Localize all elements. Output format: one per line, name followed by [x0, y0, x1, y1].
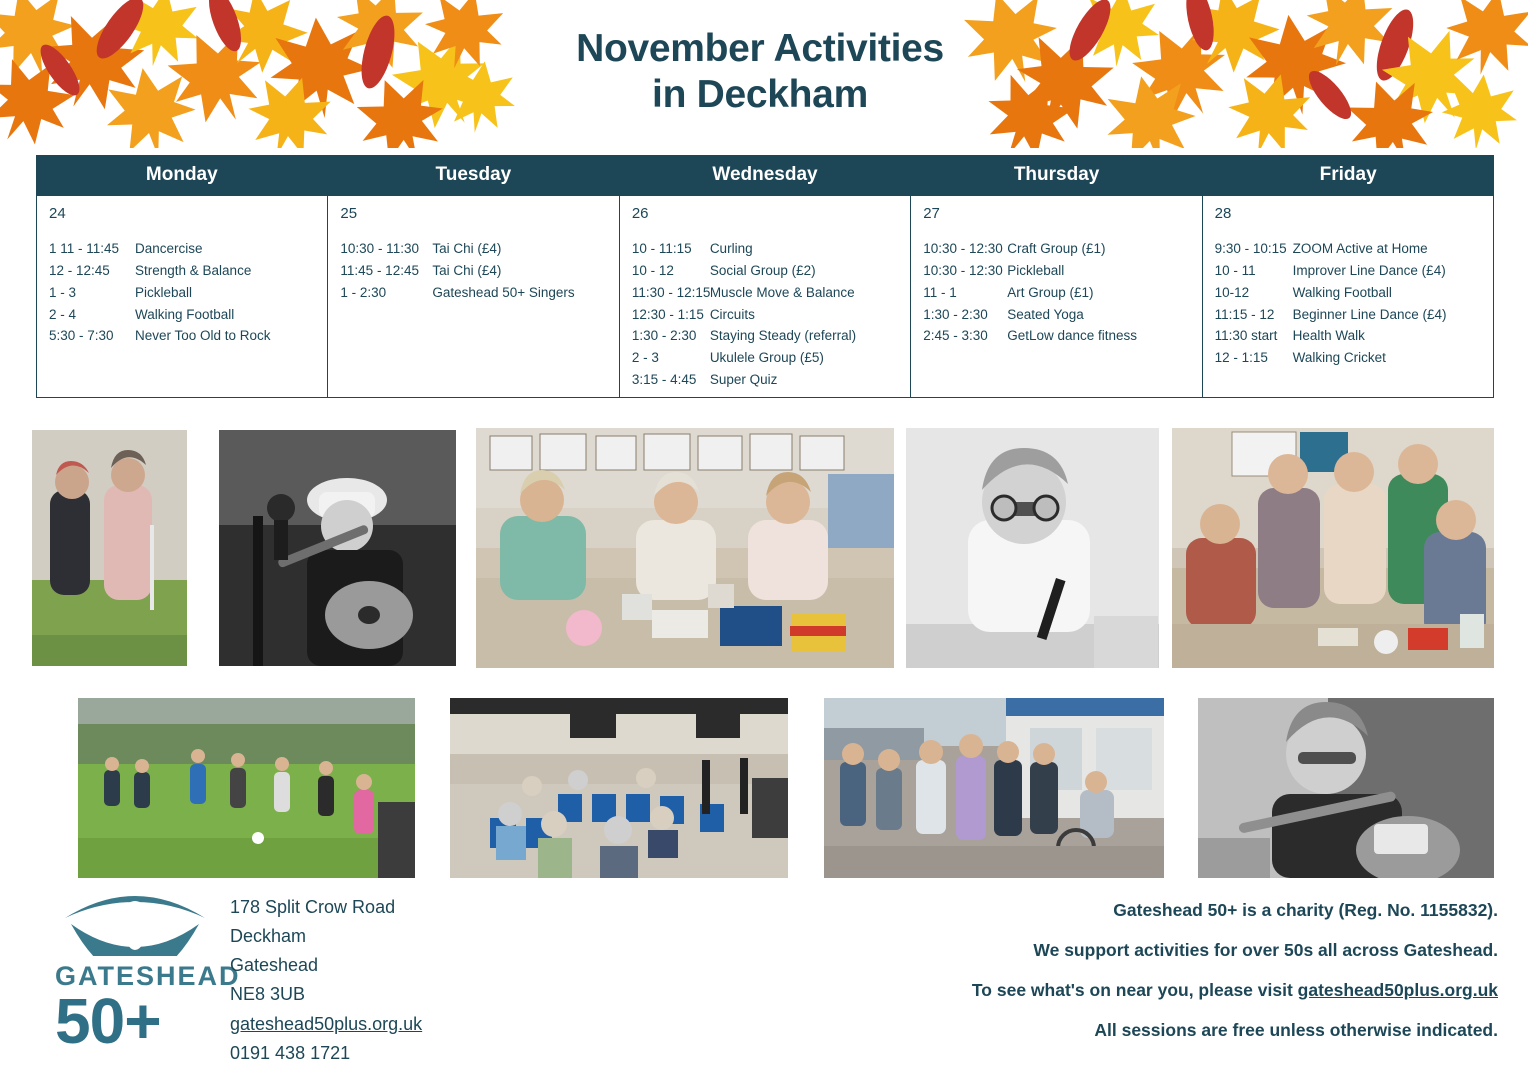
- activity-time: 10:30 - 11:30: [340, 241, 419, 256]
- charity-line-3: [788, 980, 1498, 1001]
- activity-row: [632, 347, 900, 369]
- day-date-monday: 24: [49, 205, 66, 222]
- logo-number: 50+: [55, 985, 161, 1057]
- activity-time: 2 - 4: [49, 306, 77, 322]
- page-title-line-2: in Deckham: [652, 73, 868, 117]
- activity-time: 1:30 - 2:30: [631, 328, 697, 344]
- day-date-wednesday: 26: [631, 205, 649, 222]
- day-date-thursday: 27: [923, 205, 940, 222]
- photo-man-with-guitar: [1198, 698, 1494, 878]
- activity-name: Dancercise: [135, 241, 203, 256]
- activity-row: [632, 238, 900, 260]
- activity-row: [923, 260, 1191, 282]
- day-column-friday: [1203, 196, 1494, 398]
- activity-name: Ukulele Group (£5): [709, 350, 824, 366]
- activity-row: [340, 282, 608, 304]
- activity-name: Walking Football: [1292, 284, 1392, 300]
- phone-number: 0191 438 1721: [230, 1042, 351, 1063]
- day-column-monday: [36, 196, 328, 398]
- charity-line-1: Gateshead 50+ is a charity (Reg. No. 1155832).: [1113, 900, 1498, 920]
- photo-art-group: [1172, 428, 1494, 668]
- photo-walking-football: [78, 698, 415, 878]
- day-column-wednesday: [620, 196, 911, 398]
- charity-website-link[interactable]: gateshead50plus.org.uk: [1297, 980, 1498, 1000]
- day-header-monday: Monday: [145, 164, 218, 185]
- activity-row: [923, 282, 1191, 304]
- address-line-3: Gateshead: [230, 955, 319, 976]
- photo-music-hall-audience: [450, 698, 788, 878]
- photo-craft-group-table: [476, 428, 894, 668]
- activity-time: 12:30 - 1:15: [631, 306, 704, 322]
- activity-row: [923, 304, 1191, 326]
- activity-row: [1215, 282, 1483, 304]
- activity-time: 1 - 3: [49, 284, 77, 300]
- day-header-tuesday: Tuesday: [435, 164, 512, 185]
- address-block: [230, 893, 422, 1068]
- gateshead-50plus-logo: [55, 884, 241, 1057]
- activity-time: 2 - 3: [631, 350, 659, 366]
- activity-name: Improver Line Dance (£4): [1292, 262, 1446, 278]
- activity-row: [1215, 325, 1483, 347]
- logo-mark-icon: [55, 884, 215, 956]
- activity-time: 10-12: [1214, 284, 1250, 300]
- charity-line-4: All sessions are free unless otherwise indicated.: [1094, 1020, 1498, 1040]
- activity-time: 10:30 - 12:30: [923, 262, 1003, 278]
- activity-name: GetLow dance fitness: [1007, 328, 1138, 344]
- address-line-2: Deckham: [230, 926, 307, 947]
- activity-name: Super Quiz: [709, 372, 778, 388]
- activity-time: 12 - 1:15: [1214, 350, 1268, 366]
- activity-time: 9:30 - 10:15: [1214, 241, 1287, 256]
- activity-row: [340, 260, 608, 282]
- website-link[interactable]: gateshead50plus.org.uk: [230, 1013, 423, 1034]
- activity-name: ZOOM Active at Home: [1292, 241, 1428, 256]
- activity-name: Art Group (£1): [1007, 284, 1094, 300]
- activity-row: [340, 238, 608, 260]
- activity-name: Never Too Old to Rock: [135, 328, 271, 344]
- activity-row: [923, 238, 1191, 260]
- activity-time: 11 - 1: [923, 284, 957, 300]
- activity-name: Muscle Move & Balance: [709, 284, 855, 300]
- activity-row: [923, 325, 1191, 347]
- activity-name: Tai Chi (£4): [432, 262, 502, 278]
- activity-time: 1 - 2:30: [340, 284, 387, 300]
- activity-row: [49, 325, 317, 347]
- activity-name: Craft Group (£1): [1007, 241, 1106, 256]
- activity-time: 1:30 - 2:30: [923, 306, 988, 322]
- activity-name: Staying Steady (referral): [709, 328, 857, 344]
- day-column-thursday: [911, 196, 1202, 398]
- address-line-1: 178 Split Crow Road: [230, 897, 396, 917]
- activity-time: 1 11 - 11:45: [49, 241, 120, 256]
- activity-row: [632, 369, 900, 391]
- schedule-body: [36, 196, 1494, 398]
- activity-row: [49, 304, 317, 326]
- activity-time: 10 - 12: [631, 262, 674, 278]
- activity-time: 3:15 - 4:45: [631, 372, 697, 388]
- page-title-line-1: November Activities: [576, 27, 944, 70]
- activity-row: [49, 260, 317, 282]
- photo-guitarist-singing: [219, 430, 456, 666]
- day-header-wednesday: Wednesday: [712, 164, 818, 185]
- activity-time: 5:30 - 7:30: [49, 328, 114, 344]
- activity-time: 11:30 start: [1214, 328, 1278, 344]
- day-date-tuesday: 25: [340, 205, 358, 222]
- activity-row: [1215, 238, 1483, 260]
- activity-name: Pickleball: [1007, 262, 1065, 278]
- photo-two-women-outdoors: [32, 430, 187, 666]
- activity-name: Circuits: [709, 306, 755, 322]
- activity-name: Gateshead 50+ Singers: [432, 284, 575, 300]
- activity-row: [632, 282, 900, 304]
- activity-row: [1215, 347, 1483, 369]
- page-title: [440, 26, 1080, 118]
- day-date-friday: 28: [1214, 205, 1232, 222]
- activity-time: 10:30 - 12:30: [923, 241, 1003, 256]
- activity-row: [49, 282, 317, 304]
- photo-seaside-trip: [824, 698, 1164, 878]
- schedule-header-row: [36, 155, 1494, 196]
- activity-time: 12 - 12:45: [49, 262, 110, 278]
- address-postcode: NE8 3UB: [230, 984, 306, 1005]
- day-header-thursday: Thursday: [1013, 164, 1100, 185]
- activity-name: Walking Cricket: [1292, 350, 1386, 366]
- day-header-friday: Friday: [1319, 164, 1377, 185]
- activity-row: [49, 238, 317, 260]
- activity-time: 11:30 - 12:15: [631, 284, 711, 300]
- logo-wordmark: GATESHEAD: [55, 961, 241, 991]
- activity-name: Strength & Balance: [135, 262, 252, 278]
- activity-row: [632, 260, 900, 282]
- activity-name: Beginner Line Dance (£4): [1292, 306, 1447, 322]
- activity-name: Health Walk: [1292, 328, 1365, 344]
- activity-name: Walking Football: [135, 306, 235, 322]
- activity-name: Pickleball: [135, 284, 193, 300]
- activity-name: Curling: [709, 241, 753, 256]
- activity-time: 10 - 11: [1214, 262, 1256, 278]
- activity-row: [1215, 260, 1483, 282]
- photo-woman-writing: [906, 428, 1159, 668]
- charity-line-3-text: To see what's on near you, please visit: [971, 980, 1298, 1000]
- activity-time: 10 - 11:15: [631, 241, 692, 256]
- activity-row: [632, 325, 900, 347]
- charity-info: [788, 900, 1498, 1060]
- activity-time: 11:15 - 12: [1214, 306, 1275, 322]
- activity-row: [632, 304, 900, 326]
- activity-time: 11:45 - 12:45: [340, 262, 419, 278]
- activity-name: Tai Chi (£4): [432, 241, 502, 256]
- weekly-schedule: [36, 155, 1494, 398]
- activity-name: Seated Yoga: [1007, 306, 1084, 322]
- activity-row: [1215, 304, 1483, 326]
- charity-line-2: We support activities for over 50s all across Gateshead.: [1033, 940, 1498, 960]
- activity-name: Social Group (£2): [709, 262, 816, 278]
- activity-time: 2:45 - 3:30: [923, 328, 988, 344]
- day-column-tuesday: [328, 196, 619, 398]
